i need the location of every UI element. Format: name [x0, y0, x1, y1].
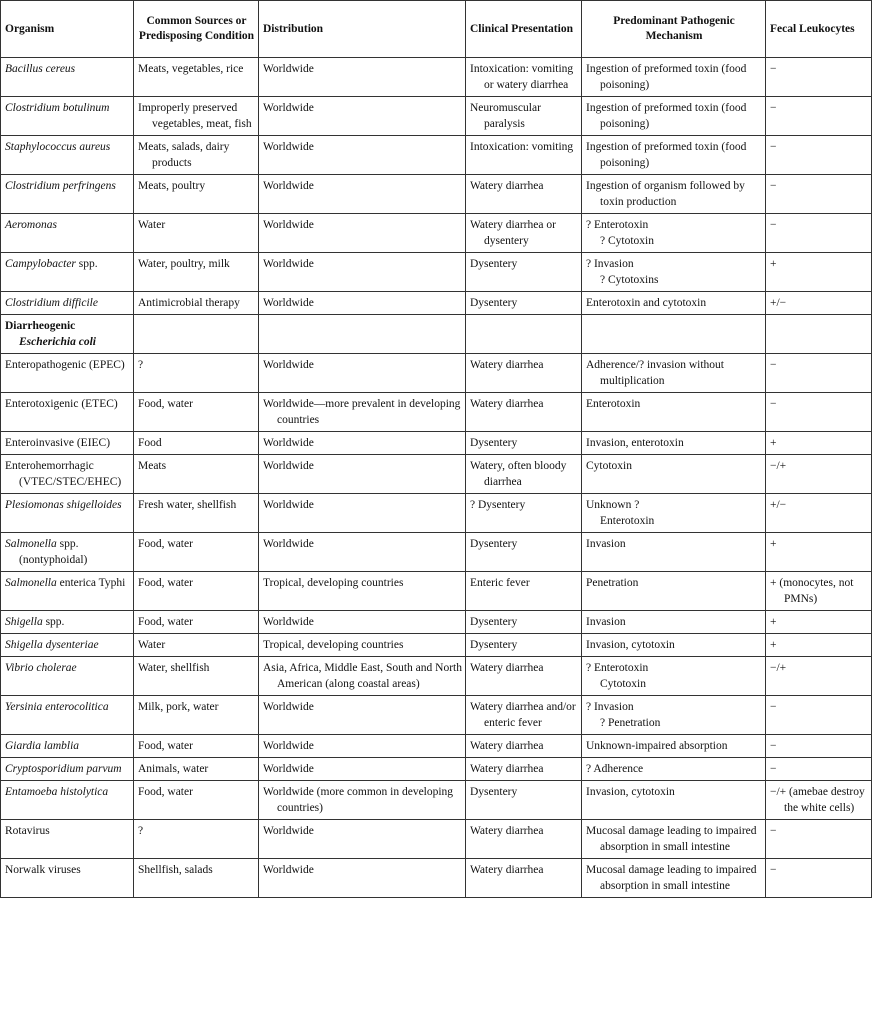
distribution-cell: Worldwide: [259, 175, 466, 214]
mechanism-line: ? Enterotoxin: [586, 662, 649, 674]
organism-cell: [1, 611, 134, 634]
sources-cell: Food, water: [134, 533, 259, 572]
clinical-cell: Dysentery: [466, 533, 582, 572]
empty-cell: [466, 315, 582, 354]
leukocytes-cell: −: [766, 136, 872, 175]
leukocytes-cell: −: [766, 97, 872, 136]
mechanism-line: Unknown ?: [586, 499, 640, 511]
organism-cell: Clostridium perfringens: [1, 175, 134, 214]
table-row: [1, 292, 872, 315]
clinical-cell: Watery diarrhea: [466, 354, 582, 393]
mechanism-cell: Unknown-impaired absorption: [582, 735, 766, 758]
clinical-cell: Enteric fever: [466, 572, 582, 611]
organism-cell: Aeromonas: [1, 214, 134, 253]
clinical-cell: Watery diarrhea: [466, 735, 582, 758]
distribution-cell: Tropical, developing countries: [259, 634, 466, 657]
clinical-cell: Watery diarrhea: [466, 657, 582, 696]
clinical-cell: Watery diarrhea: [466, 758, 582, 781]
distribution-cell: Worldwide: [259, 820, 466, 859]
distribution-cell: Worldwide: [259, 354, 466, 393]
clinical-cell: Dysentery: [466, 634, 582, 657]
organism-cell: Bacillus cereus: [1, 58, 134, 97]
leukocytes-cell: +: [766, 432, 872, 455]
leukocytes-cell: −: [766, 175, 872, 214]
mechanism-cell: Invasion: [582, 611, 766, 634]
clinical-cell: Dysentery: [466, 611, 582, 634]
sources-cell: ?: [134, 820, 259, 859]
sources-cell: Meats: [134, 455, 259, 494]
header-leukocytes: Fecal Leukocytes: [766, 1, 872, 58]
leukocytes-cell: +/−: [766, 292, 872, 315]
clinical-cell: Intoxication: vomiting: [466, 136, 582, 175]
mechanism-cell: Adherence/? invasion without multiplication: [582, 354, 766, 393]
clinical-cell: Watery diarrhea or dysentery: [466, 214, 582, 253]
table-row: [1, 494, 872, 533]
mechanism-cell: Ingestion of organism followed by toxin production: [582, 175, 766, 214]
mechanism-line: ? Cytotoxin: [600, 235, 654, 247]
organism-cell: [1, 253, 134, 292]
leukocytes-cell: −: [766, 859, 872, 898]
leukocytes-cell: −: [766, 214, 872, 253]
mechanism-cell: Invasion: [582, 533, 766, 572]
sources-cell: Food, water: [134, 735, 259, 758]
sources-cell: Meats, salads, dairy products: [134, 136, 259, 175]
mechanism-line: ? Cytotoxins: [600, 274, 659, 286]
table-row: [1, 432, 872, 455]
organism-cell: Enteroinvasive (EIEC): [1, 432, 134, 455]
leukocytes-cell: −: [766, 696, 872, 735]
mechanism-cell: Invasion, enterotoxin: [582, 432, 766, 455]
leukocytes-cell: −/+ (amebae destroy the white cells): [766, 781, 872, 820]
organism-suffix: spp.: [75, 258, 98, 270]
organism-cell: [1, 533, 134, 572]
table-row: [1, 696, 872, 735]
sources-cell: Water: [134, 634, 259, 657]
sources-cell: Improperly preserved vegetables, meat, fish: [134, 97, 259, 136]
table-row: [1, 657, 872, 696]
distribution-cell: Worldwide: [259, 859, 466, 898]
clinical-cell: Watery diarrhea: [466, 859, 582, 898]
clinical-cell: Intoxication: vomiting or watery diarrhea: [466, 58, 582, 97]
table-row: [1, 859, 872, 898]
leukocytes-cell: +: [766, 533, 872, 572]
distribution-cell: Worldwide: [259, 735, 466, 758]
distribution-cell: Worldwide—more prevalent in developing countries: [259, 393, 466, 432]
organism-cell: Enteropathogenic (EPEC): [1, 354, 134, 393]
mechanism-cell: Ingestion of preformed toxin (food poisoning): [582, 58, 766, 97]
table-row: [1, 533, 872, 572]
mechanism-cell: Mucosal damage leading to impaired absorption in small intestine: [582, 820, 766, 859]
sources-cell: Shellfish, salads: [134, 859, 259, 898]
table-row: [1, 735, 872, 758]
distribution-cell: Asia, Africa, Middle East, South and North American (along coastal areas): [259, 657, 466, 696]
distribution-cell: Worldwide: [259, 58, 466, 97]
organism-cell: Staphylococcus aureus: [1, 136, 134, 175]
distribution-cell: Worldwide: [259, 253, 466, 292]
table-row: [1, 820, 872, 859]
clinical-cell: Dysentery: [466, 292, 582, 315]
table-row: [1, 253, 872, 292]
distribution-cell: Worldwide (more common in developing countries): [259, 781, 466, 820]
table-row: [1, 572, 872, 611]
leukocytes-cell: −/+: [766, 657, 872, 696]
table-row: [1, 393, 872, 432]
table-row: [1, 758, 872, 781]
organism-cell: Clostridium difficile: [1, 292, 134, 315]
leukocytes-cell: +: [766, 634, 872, 657]
section-heading-line2: Escherichia coli: [19, 336, 96, 348]
mechanism-line: Cytotoxin: [600, 678, 647, 690]
header-distribution: Distribution: [259, 1, 466, 58]
distribution-cell: Worldwide: [259, 432, 466, 455]
mechanism-cell: Cytotoxin: [582, 455, 766, 494]
section-heading: [1, 315, 134, 354]
organism-suffix: enterica Typhi: [56, 577, 126, 589]
table-row: [1, 97, 872, 136]
clinical-cell: ? Dysentery: [466, 494, 582, 533]
empty-cell: [259, 315, 466, 354]
organism-cell: Enterohemorrhagic (VTEC/STEC/EHEC): [1, 455, 134, 494]
mechanism-cell: [582, 253, 766, 292]
organism-cell: Yersinia enterocolitica: [1, 696, 134, 735]
distribution-cell: Tropical, developing countries: [259, 572, 466, 611]
mechanism-cell: [582, 696, 766, 735]
sources-cell: Food, water: [134, 572, 259, 611]
organism-cell: Giardia lamblia: [1, 735, 134, 758]
header-mechanism: Predominant Pathogenic Mechanism: [582, 1, 766, 58]
mechanism-cell: Ingestion of preformed toxin (food poisoning): [582, 136, 766, 175]
mechanism-cell: ? Adherence: [582, 758, 766, 781]
clinical-cell: Watery, often bloody diarrhea: [466, 455, 582, 494]
mechanism-cell: Mucosal damage leading to impaired absorption in small intestine: [582, 859, 766, 898]
distribution-cell: Worldwide: [259, 611, 466, 634]
organism-cell: Cryptosporidium parvum: [1, 758, 134, 781]
sources-cell: Water, shellfish: [134, 657, 259, 696]
mechanism-cell: Invasion, cytotoxin: [582, 634, 766, 657]
mechanism-line: Enterotoxin: [600, 515, 655, 527]
clinical-cell: Dysentery: [466, 432, 582, 455]
sources-cell: Food, water: [134, 611, 259, 634]
header-clinical: Clinical Presentation: [466, 1, 582, 58]
sources-cell: Antimicrobial therapy: [134, 292, 259, 315]
leukocytes-cell: −/+: [766, 455, 872, 494]
leukocytes-cell: −: [766, 354, 872, 393]
sources-cell: Meats, vegetables, rice: [134, 58, 259, 97]
distribution-cell: Worldwide: [259, 758, 466, 781]
leukocytes-cell: +: [766, 253, 872, 292]
organism-cell: Enterotoxigenic (ETEC): [1, 393, 134, 432]
distribution-cell: Worldwide: [259, 696, 466, 735]
organism-cell: [1, 572, 134, 611]
table-row: [1, 611, 872, 634]
organism-cell: Clostridium botulinum: [1, 97, 134, 136]
distribution-cell: Worldwide: [259, 494, 466, 533]
mechanism-cell: Enterotoxin and cytotoxin: [582, 292, 766, 315]
mechanism-cell: Ingestion of preformed toxin (food poisoning): [582, 97, 766, 136]
section-heading-line1: Diarrheogenic: [5, 320, 76, 332]
mechanism-cell: Invasion, cytotoxin: [582, 781, 766, 820]
sources-cell: Food, water: [134, 393, 259, 432]
empty-cell: [766, 315, 872, 354]
sources-cell: Meats, poultry: [134, 175, 259, 214]
distribution-cell: Worldwide: [259, 97, 466, 136]
leukocytes-cell: +: [766, 611, 872, 634]
organism-genus: Salmonella: [5, 577, 57, 589]
sources-cell: Fresh water, shellfish: [134, 494, 259, 533]
organism-cell: Shigella dysenteriae: [1, 634, 134, 657]
sources-cell: Water: [134, 214, 259, 253]
empty-cell: [134, 315, 259, 354]
organism-cell: Norwalk viruses: [1, 859, 134, 898]
leukocytes-cell: −: [766, 393, 872, 432]
organism-cell: Plesiomonas shigelloides: [1, 494, 134, 533]
section-row-ecoli: [1, 315, 872, 354]
table-row: [1, 354, 872, 393]
mechanism-line: ? Penetration: [600, 717, 661, 729]
distribution-cell: Worldwide: [259, 292, 466, 315]
organism-suffix: spp. (nontyphoidal): [19, 538, 88, 566]
header-organism: Organism: [1, 1, 134, 58]
organism-suffix: spp.: [42, 616, 65, 628]
sources-cell: Animals, water: [134, 758, 259, 781]
clinical-cell: Dysentery: [466, 781, 582, 820]
organism-genus: Campylobacter: [5, 258, 76, 270]
table-row: [1, 175, 872, 214]
organism-cell: Entamoeba histolytica: [1, 781, 134, 820]
header-row: [1, 1, 872, 58]
table-row: [1, 136, 872, 175]
table-row: [1, 634, 872, 657]
organism-cell: Vibrio cholerae: [1, 657, 134, 696]
distribution-cell: Worldwide: [259, 214, 466, 253]
clinical-cell: Watery diarrhea: [466, 820, 582, 859]
mechanism-cell: [582, 494, 766, 533]
table-row: [1, 214, 872, 253]
distribution-cell: Worldwide: [259, 455, 466, 494]
sources-cell: Food, water: [134, 781, 259, 820]
organism-genus: Shigella: [5, 616, 43, 628]
table-row: [1, 781, 872, 820]
clinical-cell: Neuromuscular paralysis: [466, 97, 582, 136]
leukocytes-cell: −: [766, 758, 872, 781]
mechanism-cell: [582, 657, 766, 696]
mechanism-cell: Penetration: [582, 572, 766, 611]
distribution-cell: Worldwide: [259, 533, 466, 572]
organism-cell: Rotavirus: [1, 820, 134, 859]
sources-cell: Food: [134, 432, 259, 455]
clinical-cell: Watery diarrhea: [466, 175, 582, 214]
empty-cell: [582, 315, 766, 354]
distribution-cell: Worldwide: [259, 136, 466, 175]
header-sources: Common Sources or Predisposing Condition: [134, 1, 259, 58]
sources-cell: ?: [134, 354, 259, 393]
leukocytes-cell: +/−: [766, 494, 872, 533]
table-row: [1, 58, 872, 97]
leukocytes-cell: + (monocytes, not PMNs): [766, 572, 872, 611]
leukocytes-cell: −: [766, 735, 872, 758]
sources-cell: Milk, pork, water: [134, 696, 259, 735]
mechanism-cell: Enterotoxin: [582, 393, 766, 432]
mechanism-line: ? Invasion: [586, 701, 634, 713]
mechanism-line: ? Enterotoxin: [586, 219, 649, 231]
leukocytes-cell: −: [766, 820, 872, 859]
clinical-cell: Watery diarrhea: [466, 393, 582, 432]
clinical-cell: Dysentery: [466, 253, 582, 292]
mechanism-cell: [582, 214, 766, 253]
leukocytes-cell: −: [766, 58, 872, 97]
organism-genus: Salmonella: [5, 538, 57, 550]
table-row: [1, 455, 872, 494]
sources-cell: Water, poultry, milk: [134, 253, 259, 292]
clinical-cell: Watery diarrhea and/or enteric fever: [466, 696, 582, 735]
mechanism-line: ? Invasion: [586, 258, 634, 270]
